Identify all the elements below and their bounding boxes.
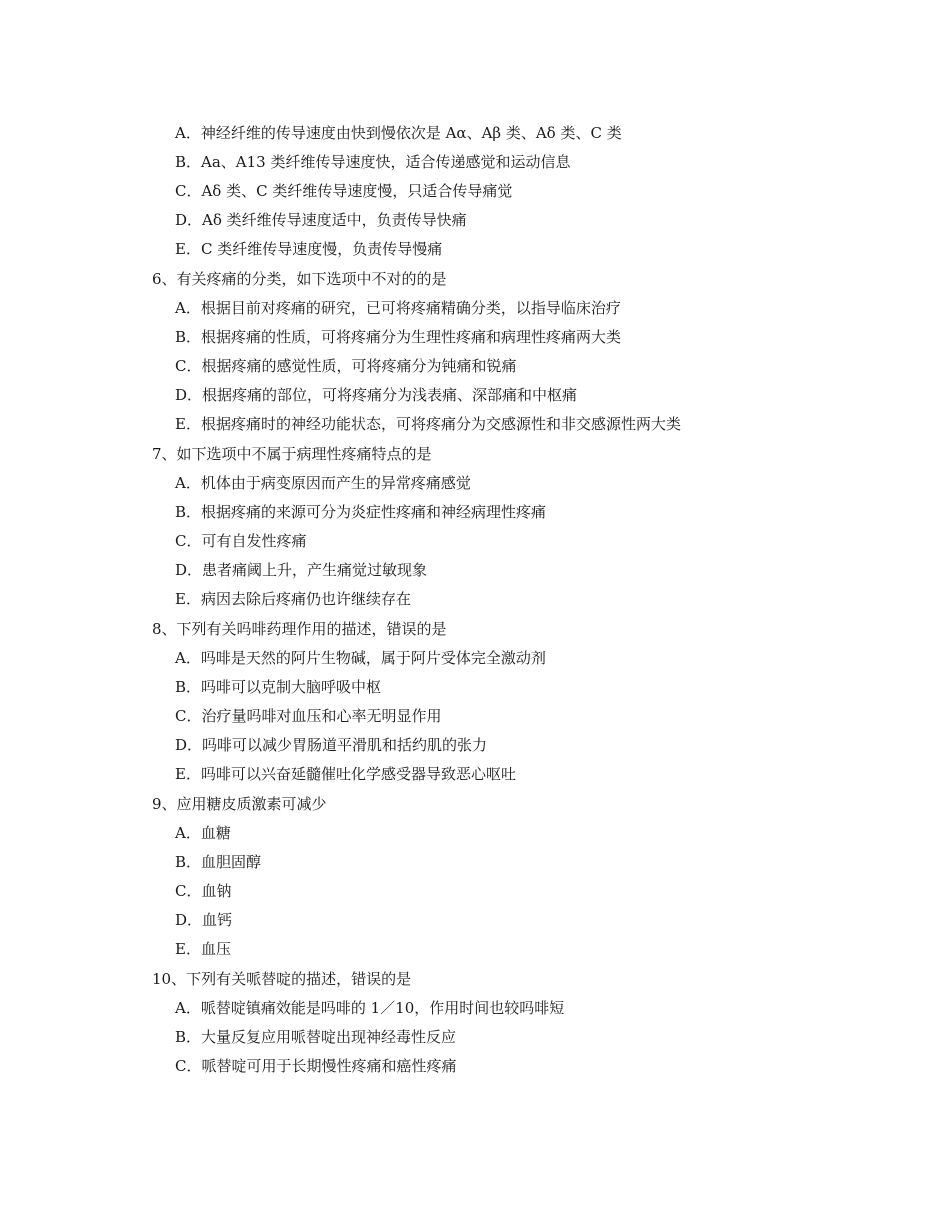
option-d: D．根据疼痛的部位，可将疼痛分为浅表痛、深部痛和中枢痛 bbox=[175, 386, 578, 404]
option-a: A．哌替啶镇痛效能是吗啡的 1／10，作用时间也较吗啡短 bbox=[175, 999, 565, 1017]
option-c: C．哌替啶可用于长期慢性疼痛和癌性疼痛 bbox=[175, 1057, 457, 1075]
question-stem: 10、下列有关哌替啶的描述，错误的是 bbox=[152, 970, 412, 988]
option-b: B．根据疼痛的来源可分为炎症性疼痛和神经病理性疼痛 bbox=[175, 503, 547, 521]
option-b: B．血胆固醇 bbox=[175, 853, 262, 871]
option-a: A．机体由于病变原因而产生的异常疼痛感觉 bbox=[175, 474, 471, 492]
option-c: C．可有自发性疼痛 bbox=[175, 532, 307, 550]
document-page bbox=[0, 119, 950, 1081]
option-b: B．吗啡可以克制大脑呼吸中枢 bbox=[175, 678, 382, 696]
option-c: C．治疗量吗啡对血压和心率无明显作用 bbox=[175, 707, 442, 725]
option-e: E．吗啡可以兴奋延髓催吐化学感受器导致恶心呕吐 bbox=[175, 765, 516, 783]
question-5-options bbox=[0, 119, 950, 264]
question-stem: 6、有关疼痛的分类，如下选项中不对的的是 bbox=[152, 270, 447, 288]
option-5-e: E．C 类纤维传导速度慢，负责传导慢痛 bbox=[175, 240, 443, 258]
option-c: C．血钠 bbox=[175, 882, 232, 900]
option-5-b: B．Aa、A13 类纤维传导速度快，适合传递感觉和运动信息 bbox=[175, 153, 571, 171]
question-9 bbox=[0, 789, 950, 964]
option-5-c: C．Aδ 类、C 类纤维传导速度慢，只适合传导痛觉 bbox=[175, 182, 513, 200]
option-d: D．吗啡可以减少胃肠道平滑肌和括约肌的张力 bbox=[175, 736, 488, 754]
question-8 bbox=[0, 614, 950, 789]
question-10 bbox=[0, 964, 950, 1081]
option-e: E．病因去除后疼痛仍也许继续存在 bbox=[175, 590, 411, 608]
option-c: C．根据疼痛的感觉性质，可将疼痛分为钝痛和锐痛 bbox=[175, 357, 517, 375]
option-5-d: D．Aδ 类纤维传导速度适中，负责传导快痛 bbox=[175, 211, 467, 229]
option-a: A．根据目前对疼痛的研究，已可将疼痛精确分类，以指导临床治疗 bbox=[175, 299, 621, 317]
option-d: D．患者痛阈上升，产生痛觉过敏现象 bbox=[175, 561, 428, 579]
option-e: E．血压 bbox=[175, 940, 231, 958]
question-stem: 9、应用糖皮质激素可减少 bbox=[152, 795, 327, 813]
option-5-a: A．神经纤维的传导速度由快到慢依次是 Aα、Aβ 类、Aδ 类、C 类 bbox=[175, 124, 622, 142]
option-b: B．根据疼痛的性质，可将疼痛分为生理性疼痛和病理性疼痛两大类 bbox=[175, 328, 622, 346]
option-a: A．吗啡是天然的阿片生物碱，属于阿片受体完全激动剂 bbox=[175, 649, 546, 667]
question-stem: 7、如下选项中不属于病理性疼痛特点的是 bbox=[152, 445, 432, 463]
question-7 bbox=[0, 439, 950, 614]
question-stem: 8、下列有关吗啡药理作用的描述，错误的是 bbox=[152, 620, 447, 638]
option-a: A．血糖 bbox=[175, 824, 231, 842]
option-e: E．根据疼痛时的神经功能状态，可将疼痛分为交感源性和非交感源性两大类 bbox=[175, 415, 681, 433]
option-b: B．大量反复应用哌替啶出现神经毒性反应 bbox=[175, 1028, 457, 1046]
option-d: D．血钙 bbox=[175, 911, 233, 929]
question-6 bbox=[0, 264, 950, 439]
